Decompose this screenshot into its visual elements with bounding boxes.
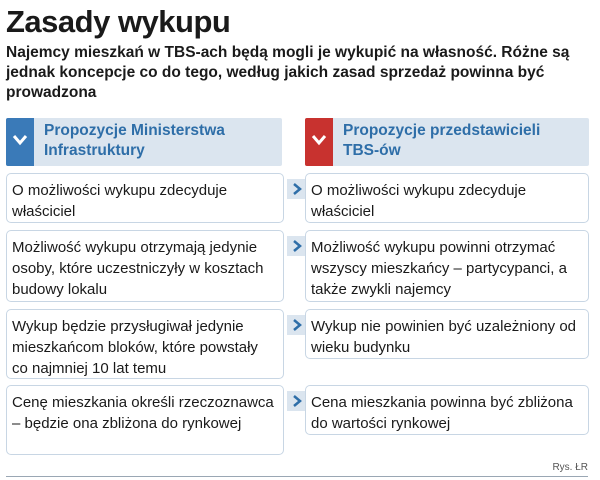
- header-label-tbs: Propozycje przedstawicieli TBS-ów: [343, 122, 541, 159]
- bottom-rule: [6, 476, 588, 477]
- chevron-right-icon: [292, 319, 302, 331]
- image-credit: Rys. ŁR: [552, 462, 588, 473]
- row-arrow-3: [287, 315, 307, 335]
- row-arrow-4: [287, 391, 307, 411]
- subtitle: Najemcy mieszkań w TBS-ach będą mogli je wykupić na własność. Różne są jednak koncepcje co do tego, według jakich zasad sprzedaż powinna być prowadzona: [6, 44, 570, 101]
- row-arrow-1: [287, 179, 307, 199]
- tbs-item-1: O możliwości wykupu zdecyduje właściciel: [305, 173, 589, 223]
- header-tbs: [305, 118, 589, 166]
- header-label-ministry: Propozycje Ministerstwa Infrastruktury: [44, 122, 225, 159]
- chevron-right-icon: [292, 240, 302, 252]
- tbs-item-4: Cena mieszkania powinna być zbliżona do wartości rynkowej: [305, 385, 589, 435]
- ministry-item-1: O możliwości wykupu zdecyduje właściciel: [6, 173, 284, 223]
- page-title: Zasady wykupu: [6, 4, 231, 39]
- tbs-item-2: Możliwość wykupu powinni otrzymać wszyscy mieszkańcy – partycypanci, a także zwykli najemcy: [305, 230, 589, 302]
- chevron-right-icon: [292, 183, 302, 195]
- row-arrow-2: [287, 236, 307, 256]
- chevron-down-icon: [12, 134, 28, 146]
- chevron-down-icon: [311, 134, 327, 146]
- header-tag-tbs: [305, 118, 333, 166]
- ministry-item-3: Wykup będzie przysługiwał jedynie mieszkańcom bloków, które powstały co najmniej 10 lat temu: [6, 309, 284, 379]
- header-tag-ministry: [6, 118, 34, 166]
- ministry-item-2: Możliwość wykupu otrzymają jedynie osoby, które uczestniczyły w kosztach budowy lokalu: [6, 230, 284, 302]
- ministry-item-4: Cenę mieszkania określi rzeczoznawca – będzie ona zbliżona do rynkowej: [6, 385, 284, 455]
- header-ministry: [6, 118, 282, 166]
- chevron-right-icon: [292, 395, 302, 407]
- tbs-item-3: Wykup nie powinien być uzależniony od wieku budynku: [305, 309, 589, 359]
